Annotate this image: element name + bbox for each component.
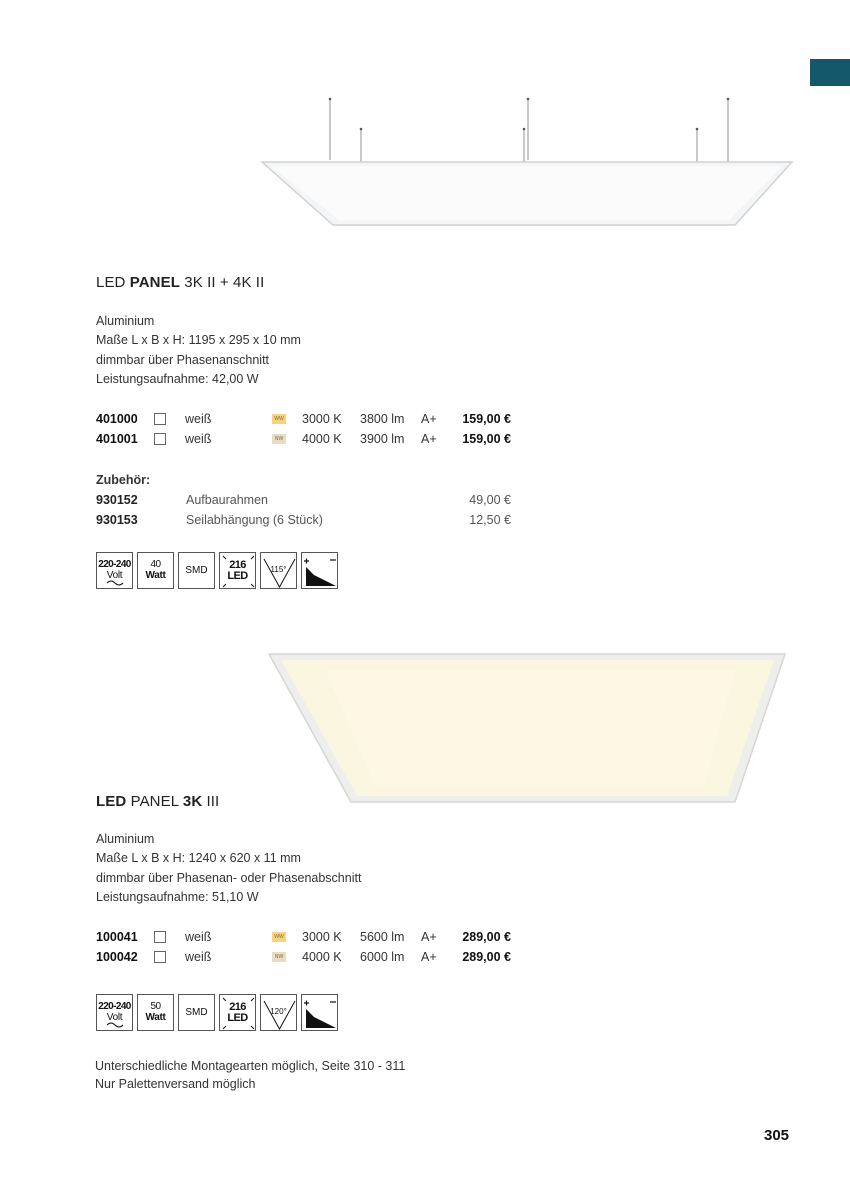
feature-icons [96, 552, 338, 589]
feature-icons [96, 994, 338, 1031]
energy-class: A+ [421, 930, 437, 944]
energy-class: A+ [421, 412, 437, 426]
square-led-panel-image [265, 650, 790, 810]
smd-icon: SMD [178, 552, 215, 589]
spec-material: Aluminium [96, 314, 155, 328]
beam-angle-icon: 120° [260, 994, 297, 1031]
order-checkbox[interactable] [154, 413, 166, 425]
variant-row [96, 927, 516, 947]
footnote-shipping: Nur Palettenversand möglich [95, 1077, 256, 1091]
luminous-flux: 3900 lm [360, 432, 405, 446]
luminous-flux: 6000 lm [360, 950, 405, 964]
order-checkbox[interactable] [154, 433, 166, 445]
color-temperature: 3000 K [302, 412, 342, 426]
order-checkbox[interactable] [154, 951, 166, 963]
spec-dimensions: Maße L x B x H: 1195 x 295 x 10 mm [96, 333, 301, 348]
accessory-row [96, 510, 516, 530]
warm-white-icon: WW [272, 932, 286, 942]
price: 159,00 € [462, 432, 511, 446]
luminous-flux: 3800 lm [360, 412, 405, 426]
wattage-icon: 40 Watt [137, 552, 174, 589]
product-specs [96, 830, 361, 907]
spec-material: Aluminium [96, 832, 155, 846]
article-number: 100041 [96, 930, 138, 944]
luminous-flux: 5600 lm [360, 930, 405, 944]
accessories-heading: Zubehör: [96, 473, 151, 487]
voltage-icon: 220-240 Volt [96, 994, 133, 1031]
finish-color: weiß [185, 930, 212, 944]
wattage-icon: 50 Watt [137, 994, 174, 1031]
accessory-price: 12,50 € [469, 513, 511, 527]
variant-row [96, 429, 516, 449]
product-title: LED PANEL 3K III [96, 793, 220, 810]
accessory-number: 930152 [96, 493, 138, 507]
spec-dimensions: Maße L x B x H: 1240 x 620 x 11 mm [96, 851, 301, 866]
neutral-white-icon: NW [272, 952, 286, 962]
finish-color: weiß [185, 432, 212, 446]
neutral-white-icon: NW [272, 434, 286, 444]
hanging-led-panel-image [255, 90, 800, 240]
accessory-description: Seilabhängung (6 Stück) [186, 513, 323, 527]
product-specs [96, 312, 301, 389]
accessory-row [96, 490, 516, 510]
order-checkbox[interactable] [154, 931, 166, 943]
variant-row [96, 409, 516, 429]
color-temperature: 4000 K [302, 432, 342, 446]
energy-class: A+ [421, 432, 437, 446]
spec-power: Leistungsaufnahme: 51,10 W [96, 889, 259, 904]
dimmable-icon [301, 552, 338, 589]
footnote [95, 1057, 405, 1093]
accessory-description: Aufbaurahmen [186, 493, 269, 507]
spec-power: Leistungsaufnahme: 42,00 W [96, 371, 259, 386]
finish-color: weiß [185, 950, 212, 964]
article-number: 401001 [96, 432, 138, 446]
variant-row [96, 947, 516, 967]
article-number: 401000 [96, 412, 138, 426]
finish-color: weiß [185, 412, 212, 426]
color-temperature: 4000 K [302, 950, 342, 964]
smd-icon: SMD [178, 994, 215, 1031]
color-temperature: 3000 K [302, 930, 342, 944]
accessory-price: 49,00 € [469, 493, 511, 507]
energy-class: A+ [421, 950, 437, 964]
led-count-icon: 216 LED [219, 552, 256, 589]
accessory-number: 930153 [96, 513, 138, 527]
footnote-mounting: Unterschiedliche Montagearten möglich, Seite 310 - 311 [95, 1059, 406, 1073]
spec-dimming: dimmbar über Phasenan- oder Phasenabschnitt [96, 870, 362, 885]
voltage-icon: 220-240 Volt [96, 552, 133, 589]
price: 159,00 € [462, 412, 511, 426]
article-number: 100042 [96, 950, 138, 964]
beam-angle-icon: 115° [260, 552, 297, 589]
price: 289,00 € [462, 930, 511, 944]
page-number: 305 [764, 1127, 790, 1144]
led-count-icon: 216 LED [219, 994, 256, 1031]
spec-dimming: dimmbar über Phasenanschnitt [96, 352, 270, 367]
warm-white-icon: WW [272, 414, 286, 424]
dimmable-icon [301, 994, 338, 1031]
price: 289,00 € [462, 950, 511, 964]
product-title: LED PANEL 3K II + 4K II [96, 274, 265, 291]
chapter-tab [810, 59, 850, 86]
